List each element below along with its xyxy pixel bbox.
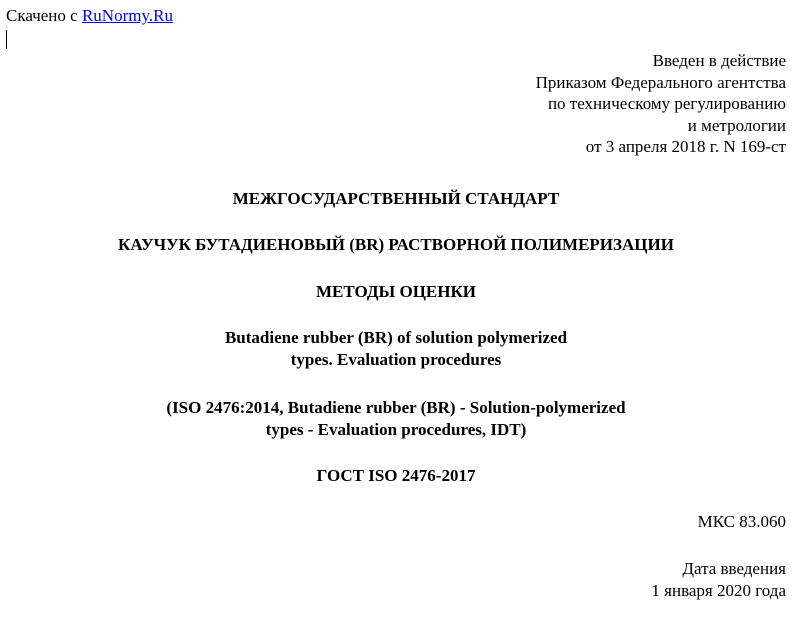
- source-link[interactable]: RuNormy.Ru: [81, 6, 173, 25]
- enactment-line: Введен в действие: [652, 51, 786, 70]
- mks-code: МКС 83.060: [697, 512, 786, 531]
- standard-category: [0, 188, 792, 210]
- document-designation: [0, 465, 792, 487]
- enactment-line: и метрологии: [687, 115, 786, 135]
- enactment-line: от 3 апреля 2018 г. N 169-ст: [585, 137, 786, 156]
- english-title: [0, 327, 792, 371]
- introduction-date-value: 1 января 2020 года: [651, 581, 786, 600]
- introduction-date-label: Дата введения: [682, 559, 786, 578]
- standard-category-text: МЕЖГОСУДАРСТВЕННЫЙ СТАНДАРТ: [232, 189, 560, 208]
- iso-reference-line: (ISO 2476:2014, Butadiene rubber (BR) - Solution-polymerized: [166, 398, 626, 417]
- source-prefix: Скачено с: [6, 6, 78, 25]
- document-designation-text: ГОСТ ISO 2476-2017: [316, 466, 476, 485]
- enactment-line: Приказом Федерального агентства: [535, 72, 786, 92]
- english-title-line: types. Evaluation procedures: [290, 350, 502, 369]
- document-subtitle-text: МЕТОДЫ ОЦЕНКИ: [315, 282, 477, 301]
- text-cursor: [6, 30, 7, 49]
- enactment-block: [536, 50, 786, 158]
- enactment-line: по техническому регулированию: [547, 94, 786, 113]
- document-title: [0, 234, 792, 256]
- document-title-text: КАУЧУК БУТАДИЕНОВЫЙ (BR) РАСТВОРНОЙ ПОЛИМЕРИЗАЦИИ: [118, 235, 674, 254]
- document-subtitle: [0, 281, 792, 303]
- iso-reference: [0, 397, 792, 441]
- english-title-line: Butadiene rubber (BR) of solution polymerized: [224, 328, 568, 347]
- source-line: [6, 6, 173, 26]
- iso-reference-line: types - Evaluation procedures, IDT): [265, 420, 527, 439]
